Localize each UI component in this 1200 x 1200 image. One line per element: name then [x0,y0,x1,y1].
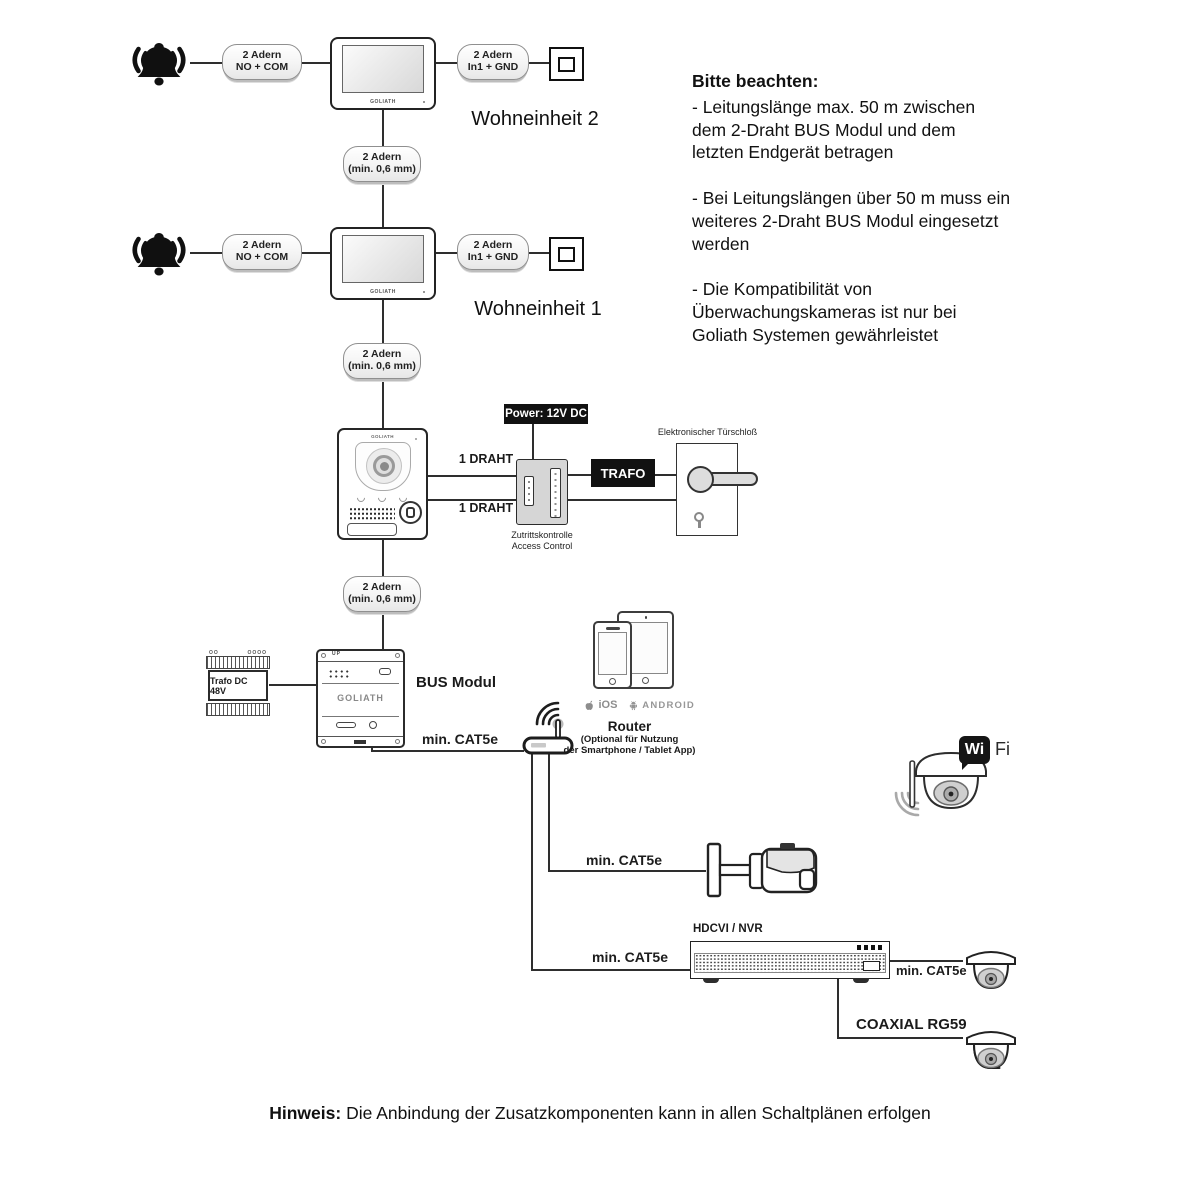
led [871,945,876,950]
wire-line [436,62,459,64]
pill-line1: 2 Adern [473,239,513,251]
wire-line [548,754,550,872]
slot [354,740,366,744]
nvr-recorder [690,941,890,979]
notes-line: Goliath Systemen gewährleistet [692,324,939,345]
bus-module-top-row [322,664,399,684]
wire-line [427,475,517,477]
notes-line: werden [692,233,750,254]
pill-line2: In1 + GND [467,251,519,264]
screw [395,653,400,658]
notes-line: - Bei Leitungslängen über 50 m muss ein [692,188,1011,208]
wire-line [567,499,677,501]
wire-line [190,62,224,64]
pill-line1: 2 Adern [362,348,402,360]
footer-text: Die Anbindung der Zusatzkomponenten kann in allen Schaltplänen erfolgen [346,1103,931,1123]
nvr-button [863,961,880,971]
draht-label-bottom: 1 DRAHT [458,501,514,515]
up-marking: UP [318,651,403,662]
bullet-camera-icon [704,840,822,900]
wifi-badge: Wi [959,736,990,764]
wire-line [548,870,706,872]
monitor-screen [342,235,424,283]
unit-label-wohneinheit-2: Wohneinheit 2 [471,108,599,130]
cat5e-label-router-nvr: min. CAT5e [592,949,668,965]
bus-module [316,649,405,748]
door-station [337,428,428,540]
led [878,945,883,950]
terminal-marks-right: OOOO [247,650,267,656]
function-icon [376,492,387,503]
door-handle-knob [687,466,714,493]
pill-line1: 2 Adern [473,49,513,61]
camera-lens-core [380,462,389,471]
indoor-monitor-unit2 [330,37,436,110]
wire-line [837,978,839,1038]
notes-line: letzten Endgerät betragen [692,142,894,163]
pill-line1: 2 Adern [362,581,402,593]
din-power-supply [206,650,270,724]
access-control-label [492,530,592,553]
trafo-dc48-label: Trafo DC 48V [208,670,268,701]
door-lock-label: Elektronischer Türschloß [657,427,758,437]
wire-line [654,474,677,476]
pill-line1: 2 Adern [242,49,282,61]
brand-logo: GOLIATH [337,693,384,703]
access-label-de: Zutrittskontrolle [511,530,573,540]
draht-label-top: 1 DRAHT [458,452,514,466]
router-optional-note [547,734,712,757]
wire-line [532,423,534,460]
keyhole-stem [698,521,701,528]
unit-label-wohneinheit-1: Wohneinheit 1 [474,298,602,320]
wire-label-2adern [343,343,421,379]
wire-label-2adern [343,576,421,612]
android-label: ANDROID [642,699,695,711]
wire-line [889,960,963,962]
phone-screen [598,632,627,675]
terminal-strip [524,476,534,506]
nvr-foot [703,978,719,983]
name-plate [347,523,397,536]
brand-logo: GOLIATH [370,99,396,105]
bell-icon [126,226,192,284]
pill-line2: (min. 0,6 mm) [348,163,416,176]
terminal-marks-left: OO [209,650,219,656]
router-label: Router [607,719,652,734]
wire-line [371,750,524,752]
android-logo-icon [629,698,638,713]
led [857,945,862,950]
notes-block [692,70,1062,347]
camera-lens-icon [366,448,402,484]
bus-module-label: BUS Modul [416,674,496,691]
nvr-leds [857,945,883,950]
pill-line2: (min. 0,6 mm) [348,593,416,606]
port [379,668,391,675]
call-button-icon [399,501,422,524]
wire-line [190,252,224,254]
coaxial-label: COAXIAL RG59 [856,1016,967,1033]
notes-title: Bitte beachten: [692,71,819,91]
tablet-camera-dot [645,616,648,619]
trafo-box: TRAFO [591,459,655,487]
doorbell-button-inner [558,247,575,262]
wire-label-no-com [222,44,302,80]
notes-line: weiteres 2-Draht BUS Modul eingesetzt [692,210,999,231]
wire-line [529,62,550,64]
cat5e-label-nvr-dome: min. CAT5e [896,963,967,978]
cat5e-label-bus-router: min. CAT5e [422,731,498,747]
doorbell-button-inner [558,57,575,72]
wifi-fi-label: Fi [995,739,1010,759]
phone-speaker [606,627,620,630]
monitor-screen [342,45,424,93]
nvr-foot [853,978,869,983]
access-control-box [516,459,568,525]
phone-home-button [609,678,616,685]
bus-module-bottom-row [322,716,399,734]
screw [321,653,326,658]
wire-line [567,474,592,476]
doorbell-button-icon [549,47,584,81]
wire-line [531,969,691,971]
wire-line [837,1037,963,1039]
speaker-grille [349,507,395,520]
apple-logo-icon [585,697,595,713]
ios-label: iOS [598,699,618,711]
doorbell-button-icon [549,237,584,271]
notes-line: - Leitungslänge max. 50 m zwischen [692,96,976,117]
pill-line1: 2 Adern [362,151,402,163]
tablet-home-button [642,677,649,684]
nvr-label: HDCVI / NVR [693,923,763,935]
footer-note [20,1103,1180,1124]
dome-camera-icon [962,1021,1020,1075]
door-handle-bar [707,472,758,486]
router-note-line1: (Optional für Nutzung [580,734,679,745]
power-12v-label: Power: 12V DC [504,404,588,424]
mic-hole [423,291,425,293]
smartphone-icon [593,621,632,689]
brand-logo: GOLIATH [370,289,396,295]
bell-icon [126,36,192,94]
pill-line1: 2 Adern [242,239,282,251]
function-icon [355,492,366,503]
spacer [692,255,1062,278]
terminal-strip [550,468,561,518]
dome-camera-icon [962,941,1020,995]
wire-line [436,252,459,254]
wire-line [529,252,550,254]
footer-label: Hinweis: [269,1103,342,1123]
brand-logo: GOLIATH [371,434,394,439]
terminal-comb [206,656,270,669]
connector [369,721,377,729]
camera-lens-ring [373,455,395,477]
pill-line2: (min. 0,6 mm) [348,360,416,373]
access-label-en: Access Control [511,541,573,552]
camera-housing [355,442,411,491]
terminal-comb [206,703,270,716]
os-row [585,696,695,714]
connector [336,722,356,728]
mic-hole [423,101,425,103]
cat5e-label-router-bullet: min. CAT5e [586,852,662,868]
call-button-glyph [406,507,415,518]
notes-line: - Die Kompatibilität von [692,279,872,300]
bus-module-bottom-bar [318,736,403,746]
wire-line [300,252,332,254]
notes-line: dem 2-Draht BUS Modul und dem [692,119,956,140]
led [864,945,869,950]
led-dot [415,438,417,440]
pill-line2: In1 + GND [467,61,519,74]
indoor-monitor-unit1 [330,227,436,300]
nvr-mesh-front [694,953,886,973]
wire-label-no-com [222,234,302,270]
pill-line2: NO + COM [235,251,289,264]
wire-label-in1-gnd [457,234,529,270]
wire-line [531,754,533,971]
router-note-line2: der Smartphone / Tablet App) [563,745,696,757]
wire-label-2adern [343,146,421,182]
wire-line [300,62,332,64]
wire-line [269,684,317,686]
function-icons [357,494,409,503]
spacer [692,164,1062,187]
pill-line2: NO + COM [235,61,289,74]
dip-pins [328,669,350,678]
notes-line: Überwachungskameras ist nur bei [692,302,957,322]
wire-label-in1-gnd [457,44,529,80]
